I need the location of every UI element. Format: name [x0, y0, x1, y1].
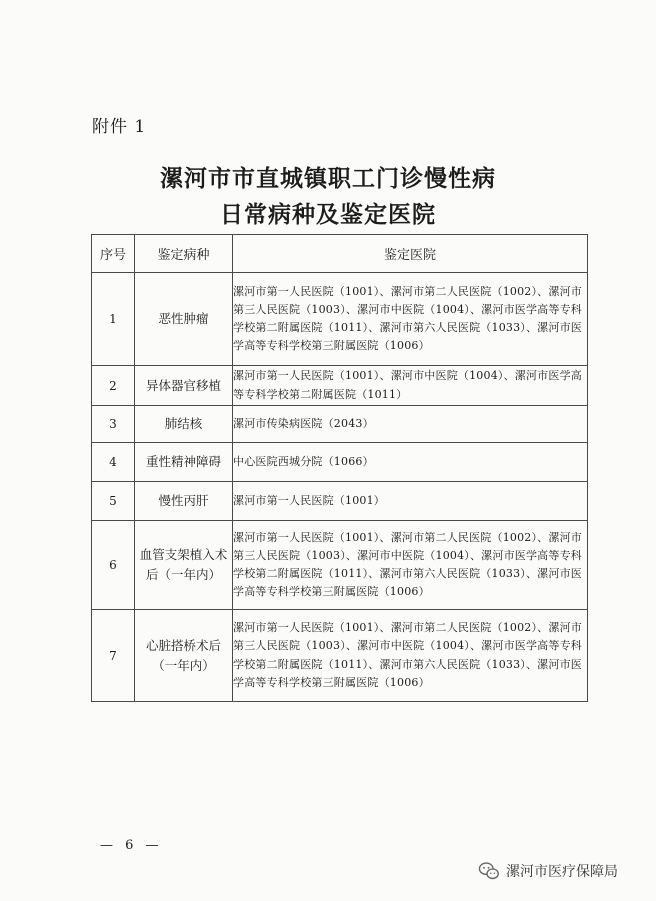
table-row: [92, 366, 588, 406]
table-row: [92, 406, 588, 443]
row-seq: 2: [92, 366, 135, 406]
table-row: [92, 610, 588, 702]
table-row: [92, 521, 588, 610]
row-seq: 1: [92, 273, 135, 366]
row-disease: 肺结核: [135, 406, 233, 443]
hospital-table: [91, 234, 588, 702]
row-disease: 重性精神障碍: [135, 443, 233, 482]
row-disease: 慢性丙肝: [135, 482, 233, 521]
row-disease: 恶性肿瘤: [135, 273, 233, 366]
header-seq: 序号: [92, 235, 135, 273]
table-header-row: [92, 235, 588, 273]
row-hospitals: 漯河市传染病医院（2043）: [233, 406, 588, 443]
row-seq: 3: [92, 406, 135, 443]
row-hospitals: 漯河市第一人民医院（1001）: [233, 482, 588, 521]
row-seq: 4: [92, 443, 135, 482]
row-hospitals: 漯河市第一人民医院（1001）、漯河市第二人民医院（1002）、漯河市第三人民医院（1003）、漯河市中医院（1004）、漯河市医学高等专科学校第二附属医院（1011）、漯河市第六人民医院（1033）、漯河市医学高等专科学校第三附属医院（1006）: [233, 273, 588, 366]
header-hospitals: 鉴定医院: [233, 235, 588, 273]
watermark-text: 漯河市医疗保障局: [506, 864, 618, 880]
row-disease: 心脏搭桥术后（一年内）: [135, 610, 233, 702]
table-row: [92, 443, 588, 482]
document-title-line2: 日常病种及鉴定医院: [220, 201, 436, 228]
row-disease: 异体器官移植: [135, 366, 233, 406]
row-disease: 血管支架植入术后（一年内）: [135, 521, 233, 610]
table-row: [92, 482, 588, 521]
wechat-logo-icon: [478, 861, 500, 881]
row-seq: 7: [92, 610, 135, 702]
table-row: [92, 273, 588, 366]
row-seq: 5: [92, 482, 135, 521]
document-title-line1: 漯河市市直城镇职工门诊慢性病: [160, 165, 496, 192]
row-seq: 6: [92, 521, 135, 610]
header-disease: 鉴定病种: [135, 235, 233, 273]
wechat-watermark: [478, 859, 618, 883]
row-hospitals: 中心医院西城分院（1066）: [233, 443, 588, 482]
row-hospitals: 漯河市第一人民医院（1001）、漯河市中医院（1004）、漯河市医学高等专科学校第二附属医院（1011）: [233, 366, 588, 406]
page-number: — 6 —: [100, 838, 163, 853]
attachment-label: 附件 1: [92, 117, 147, 137]
row-hospitals: 漯河市第一人民医院（1001）、漯河市第二人民医院（1002）、漯河市第三人民医院（1003）、漯河市中医院（1004）、漯河市医学高等专科学校第二附属医院（1011）、漯河市第六人民医院（1033）、漯河市医学高等专科学校第三附属医院（1006）: [233, 610, 588, 702]
row-hospitals: 漯河市第一人民医院（1001）、漯河市第二人民医院（1002）、漯河市第三人民医院（1003）、漯河市中医院（1004）、漯河市医学高等专科学校第二附属医院（1011）、漯河市第六人民医院（1033）、漯河市医学高等专科学校第三附属医院（1006）: [233, 521, 588, 610]
